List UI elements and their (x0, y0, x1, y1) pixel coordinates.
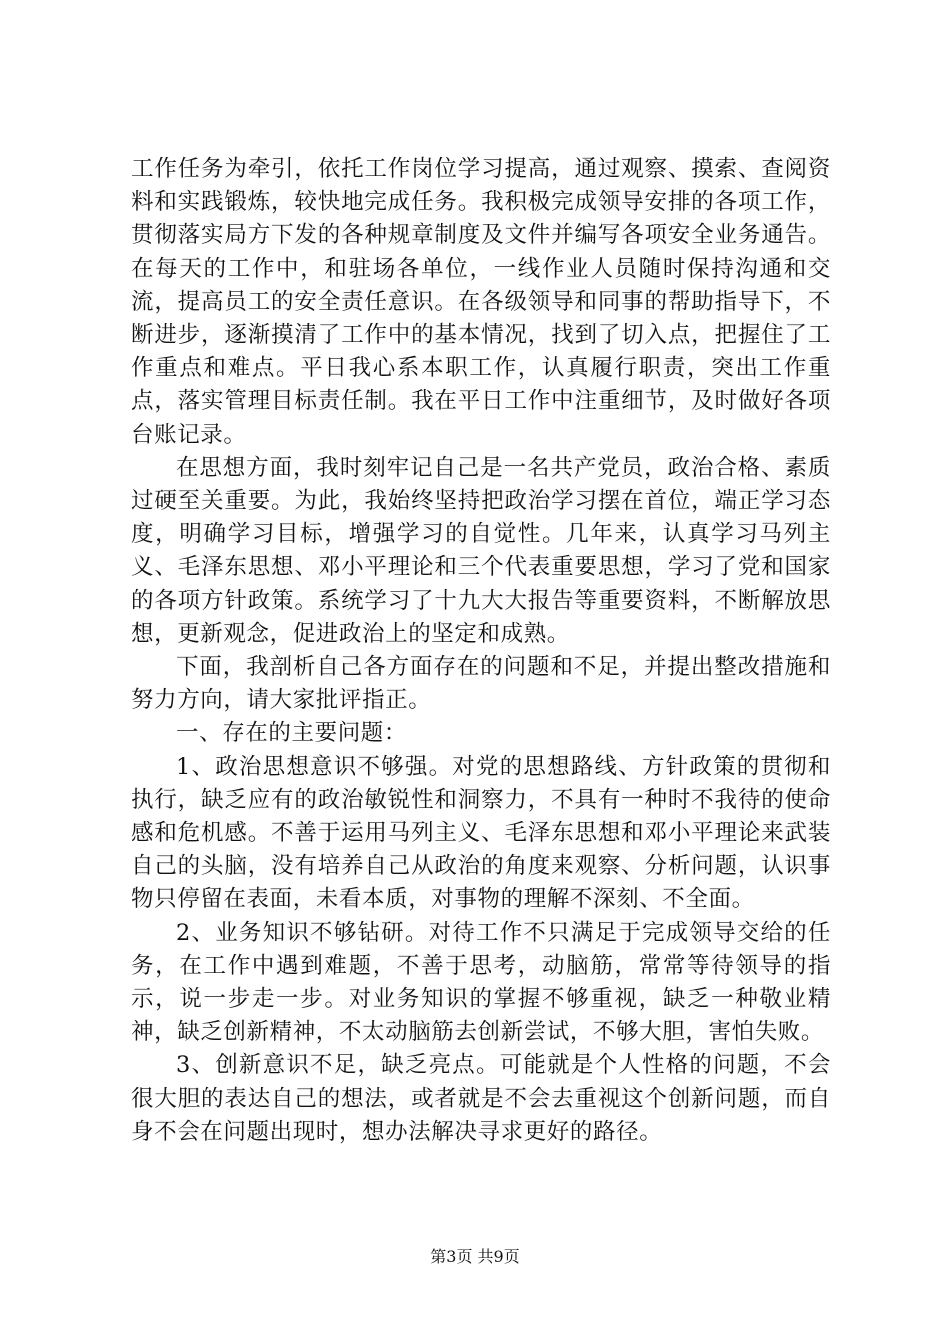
problem-item-2: 2、业务知识不够钻研。对待工作不只满足于完成领导交给的任务，在工作中遇到难题，不善于思考，动脑筋，常常等待领导的指示，说一步走一步。对业务知识的掌握不够重视，缺乏一种敬业精神，缺乏创新精神，不太动脑筋去创新尝试，不够大胆，害怕失败。 (131, 919, 831, 1046)
problem-item-1: 1、政治思想意识不够强。对党的思想路线、方针政策的贯彻和执行，缺乏应有的政治敏锐性和洞察力，不具有一种时不我待的使命感和危机感。不善于运用马列主义、毛泽东思想和邓小平理论来武装自己的头脑，没有培养自己从政治的角度来观察、分析问题，认识事物只停留在表面，未看本质，对事物的理解不深刻、不全面。 (131, 753, 831, 913)
paragraph-self-analysis-intro: 下面，我剖析自己各方面存在的问题和不足，并提出整改措施和努力方向，请大家批评指正。 (131, 654, 831, 714)
page-footer: 第3页 共9页 (430, 1247, 520, 1266)
document-body (131, 153, 831, 1149)
problem-item-3: 3、创新意识不足，缺乏亮点。可能就是个人性格的问题，不会很大胆的表达自己的想法，或者就是不会去重视这个创新问题，而自身不会在问题出现时，想办法解决寻求更好的路径。 (131, 1052, 831, 1145)
paragraph-work-tasks: 工作任务为牵引，依托工作岗位学习提高，通过观察、摸索、查阅资料和实践锻炼，较快地完成任务。我积极完成领导安排的各项工作，贯彻落实局方下发的各种规章制度及文件并编写各项安全业务通告。在每天的工作中，和驻场各单位，一线作业人员随时保持沟通和交流，提高员工的安全责任意识。在各级领导和同事的帮助指导下，不断进步，逐渐摸清了工作中的基本情况，找到了切入点，把握住了工作重点和难点。平日我心系本职工作，认真履行职责，突出工作重点，落实管理目标责任制。我在平日工作中注重细节，及时做好各项台账记录。 (131, 156, 831, 448)
paragraph-ideology: 在思想方面，我时刻牢记自己是一名共产党员，政治合格、素质过硬至关重要。为此，我始终坚持把政治学习摆在首位，端正学习态度，明确学习目标，增强学习的自觉性。几年来，认真学习马列主义、毛泽东思想、邓小平理论和三个代表重要思想，学习了党和国家的各项方针政策。系统学习了十九大大报告等重要资料，不断解放思想，更新观念，促进政治上的坚定和成熟。 (131, 454, 831, 647)
section-heading-main-problems: 一、存在的主要问题： (176, 720, 408, 747)
